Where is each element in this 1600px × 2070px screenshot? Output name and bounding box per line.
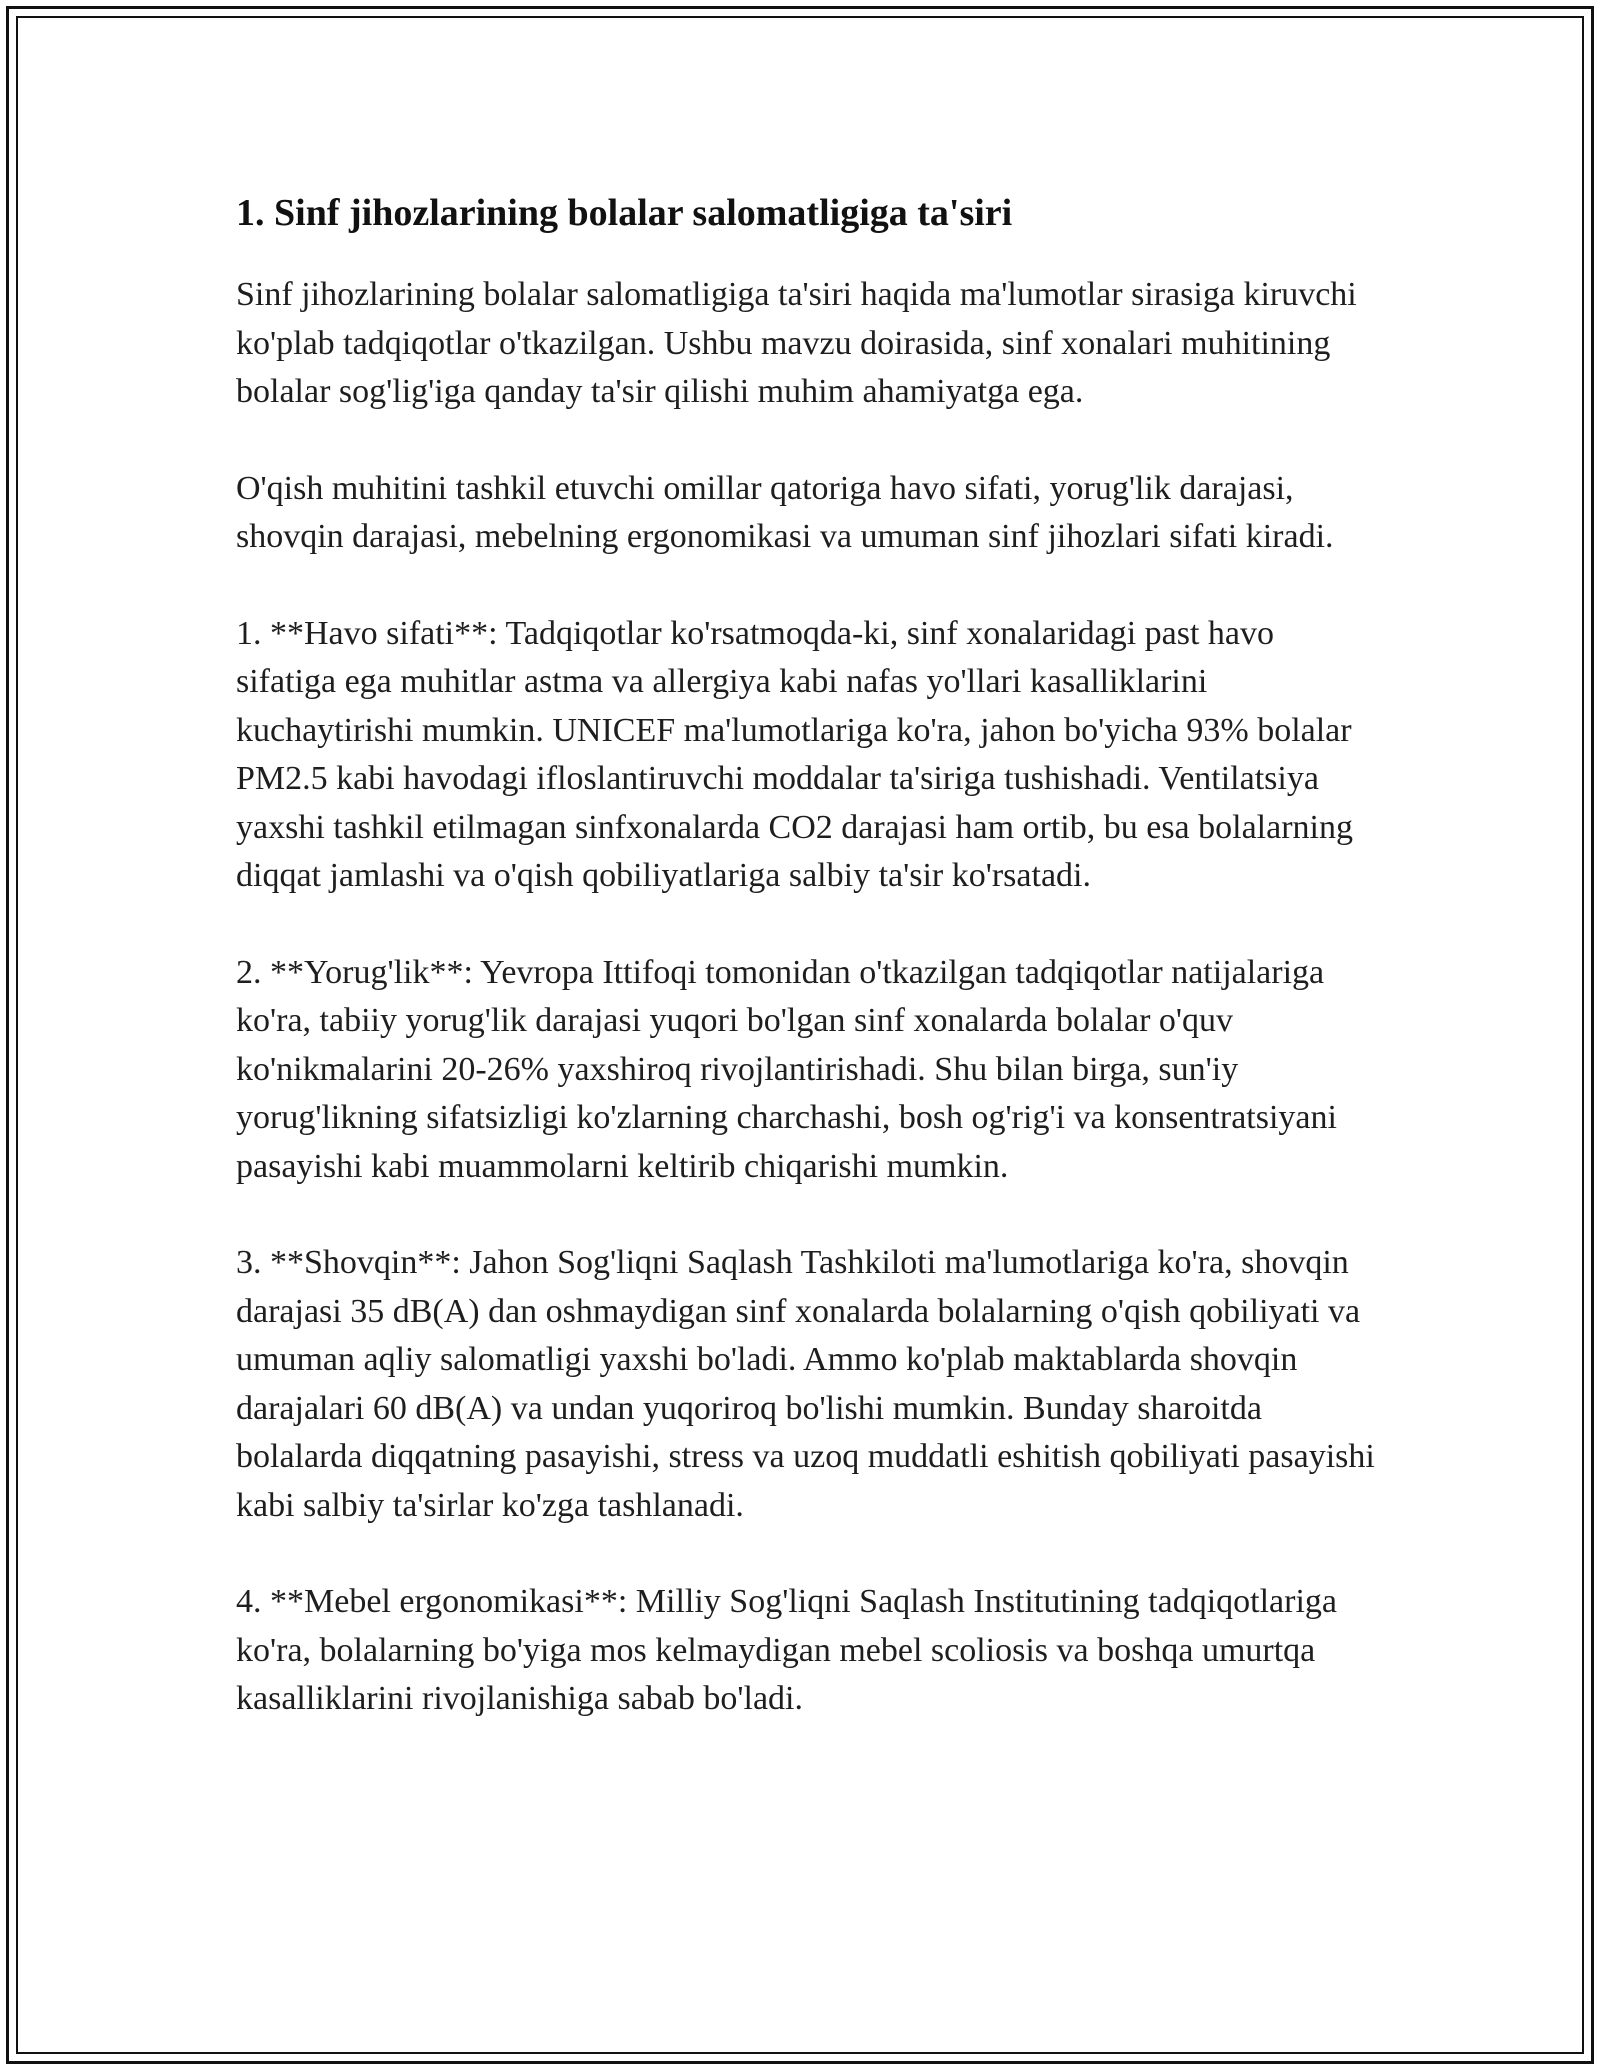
paragraph-furniture-ergonomics: 4. **Mebel ergonomikasi**: Milliy Sog'liqni Saqlash Institutining tadqiqotlariga ko'ra, bolalarning bo'yiga mos kelmaydigan mebel scoliosis va boshqa umurtqa kasalliklarini rivojlanishiga sabab bo'ladi. xyxy=(236,1583,1337,1717)
paragraph-intro: Sinf jihozlarining bolalar salomatligiga ta'siri haqida ma'lumotlar sirasiga kiruvchi ko'plab tadqiqotlar o'tkazilgan. Ushbu mavzu doirasida, sinf xonalari muhitining bolalar sog'lig'iga qanday ta'sir qilishi muhim ahamiyatga ega. xyxy=(236,276,1357,410)
paragraph-noise: 3. **Shovqin**: Jahon Sog'liqni Saqlash Tashkiloti ma'lumotlariga ko'ra, shovqin darajasi 35 dB(A) dan oshmaydigan sinf xonalarda bolalarning o'qish qobiliyati va umuman aqliy salomatligi yaxshi bo'ladi. Ammo ko'plab maktablarda shovqin darajalari 60 dB(A) va undan yuqoriroq bo'lishi mumkin. Bunday sharoitda bolalarda diqqatning pasayishi, stress va uzoq muddatli eshitish qobiliyati pasayishi kabi salbiy ta'sirlar ko'zga tashlanadi. xyxy=(236,1244,1375,1524)
paragraph-factors: O'qish muhitini tashkil etuvchi omillar qatoriga havo sifati, yorug'lik darajasi, shovqin darajasi, mebelning ergonomikasi va umuman sinf jihozlari sifati kiradi. xyxy=(236,469,1334,555)
paragraph-lighting: 2. **Yorug'lik**: Yevropa Ittifoqi tomonidan o'tkazilgan tadqiqotlar natijalariga ko'ra, tabiiy yorug'lik darajasi yuqori bo'lgan sinf xonalarda bolalar o'quv ko'nikmalarini 20-26% yaxshiroq rivojlantirishadi. Shu bilan birga, sun'iy yorug'likning sifatsizligi ko'zlarning charchashi, bosh og'rig'i va konsentratsiyani pasayishi kabi muammolarni keltirib chiqarishi mumkin. xyxy=(236,953,1337,1185)
section-title: 1. Sinf jihozlarining bolalar salomatligiga ta'siri xyxy=(236,192,1013,234)
paragraph-air-quality: 1. **Havo sifati**: Tadqiqotlar ko'rsatmoqda-ki, sinf xonalaridagi past havo sifatiga ega muhitlar astma va allergiya kabi nafas yo'llari kasalliklarini kuchaytirishi mumkin. UNICEF ma'lumotlariga ko'ra, jahon bo'yicha 93% bolalar PM2.5 kabi havodagi ifloslantiruvchi moddalar ta'siriga tushishadi. Ventilatsiya yaxshi tashkil etilmagan sinfxonalarda CO2 darajasi ham ortib, bu esa bolalarning diqqat jamlashi va o'qish qobiliyatlariga salbiy ta'sir ko'rsatadi. xyxy=(236,614,1353,894)
document-body xyxy=(236,183,1376,1772)
